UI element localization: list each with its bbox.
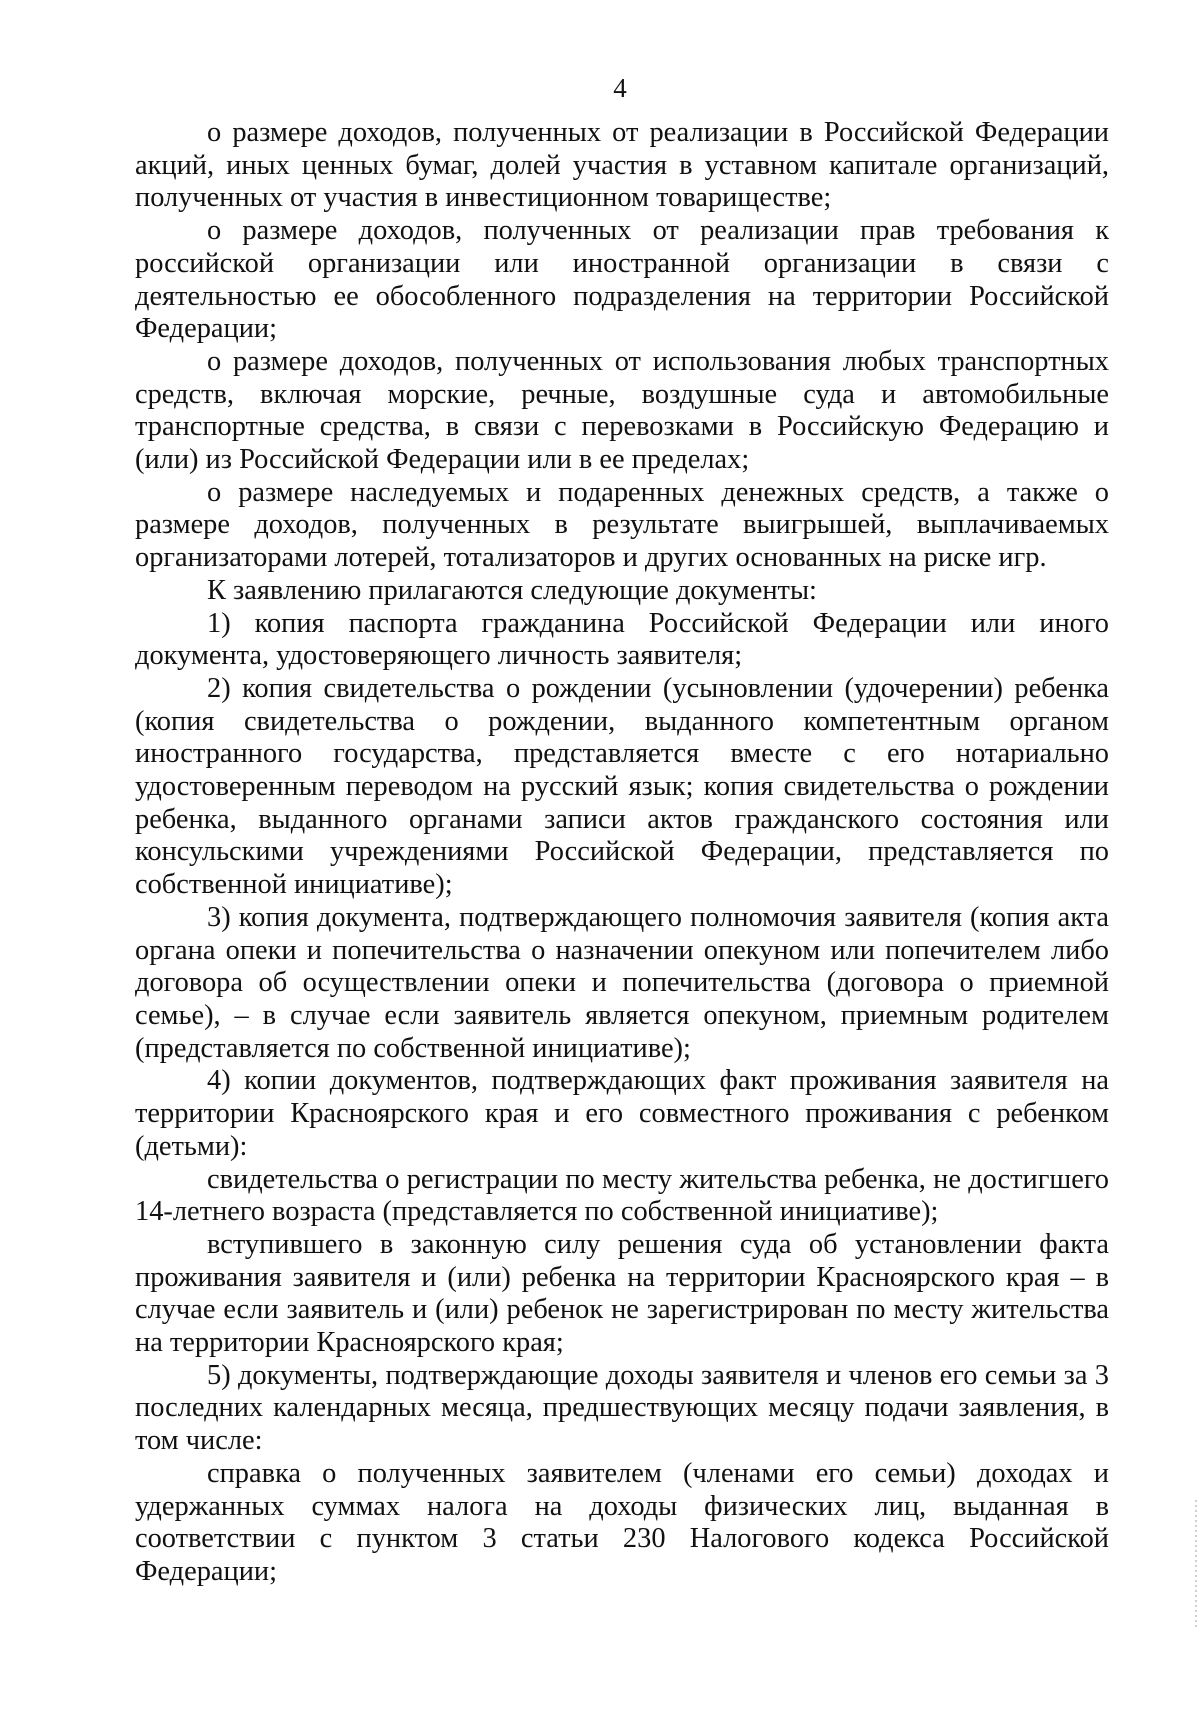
paragraph-income-transport: о размере доходов, полученных от использования любых транспортных средств, включая морские, речные, воздушные суда и автомобильные транспортные средства, в связи с перевозками в Российскую Федерацию и (или) из Российской Федерации или в ее пределах; bbox=[135, 345, 1109, 476]
paragraph-income-inheritance: о размере наследуемых и подаренных денежных средств, а также о размере доходов, полученных в результате выигрышей, выплачиваемых организаторами лотерей, тотализаторов и других основанных на риске игр. bbox=[135, 476, 1109, 574]
page-number: 4 bbox=[613, 73, 627, 103]
paragraph-attached-documents: К заявлению прилагаются следующие документы: bbox=[207, 574, 817, 606]
list-item-5: 5) документы, подтверждающие доходы заявителя и членов его семьи за 3 последних календарных месяца, предшествующих месяцу подачи заявления, в том числе: bbox=[135, 1359, 1109, 1457]
sub-item-registration: свидетельства о регистрации по месту жительства ребенка, не достигшего 14-летнего возраста (представляется по собственной инициативе); bbox=[135, 1163, 1109, 1228]
sub-item-court-decision: вступившего в законную силу решения суда об установлении факта проживания заявителя и (или) ребенка на территории Красноярского края – в случае если заявитель и (или) ребенок не зарегистрирован по месту жительства на территории Красноярского края; bbox=[135, 1228, 1109, 1359]
scan-edge-mark bbox=[1195, 1500, 1197, 1630]
paragraph-income-claims: о размере доходов, полученных от реализации прав требования к российской организации или иностранной организации в связи с деятельностью ее обособленного подразделения на территории Российской Федерации; bbox=[135, 215, 1109, 345]
list-item-3: 3) копия документа, подтверждающего полномочия заявителя (копия акта органа опеки и попечительства о назначении опекуном или попечителем либо договора об осуществлении опеки и попечительства (договора о приемной семье), – в случае если заявитель является опекуном, приемным родителем (представляется по собственной инициативе); bbox=[135, 901, 1109, 1064]
list-item-4: 4) копии документов, подтверждающих факт проживания заявителя на территории Красноярского края и его совместного проживания с ребенком (детьми): bbox=[135, 1065, 1109, 1162]
document-body bbox=[135, 117, 1109, 1589]
paragraph-income-securities: о размере доходов, полученных от реализации в Российской Федерации акций, иных ценных бумаг, долей участия в уставном капитале организаций, полученных от участия в инвестиционном товариществе; bbox=[135, 117, 1109, 214]
list-item-1: 1) копия паспорта гражданина Российской Федерации или иного документа, удостоверяющего личность заявителя; bbox=[135, 607, 1109, 672]
list-item-2: 2) копия свидетельства о рождении (усыновлении (удочерении) ребенка (копия свидетельства о рождении, выданного компетентным органом иностранного государства, представляется вместе с его нотариально удостоверенным переводом на русский язык; копия свидетельства о рождении ребенка, выданного органами записи актов гражданского состояния или консульскими учреждениями Российской Федерации, представляется по собственной инициативе); bbox=[135, 672, 1109, 901]
sub-item-income-certificate: справка о полученных заявителем (членами его семьи) доходах и удержанных суммах налога на доходы физических лиц, выданная в соответствии с пунктом 3 статьи 230 Налогового кодекса Российской Федерации; bbox=[135, 1457, 1109, 1587]
